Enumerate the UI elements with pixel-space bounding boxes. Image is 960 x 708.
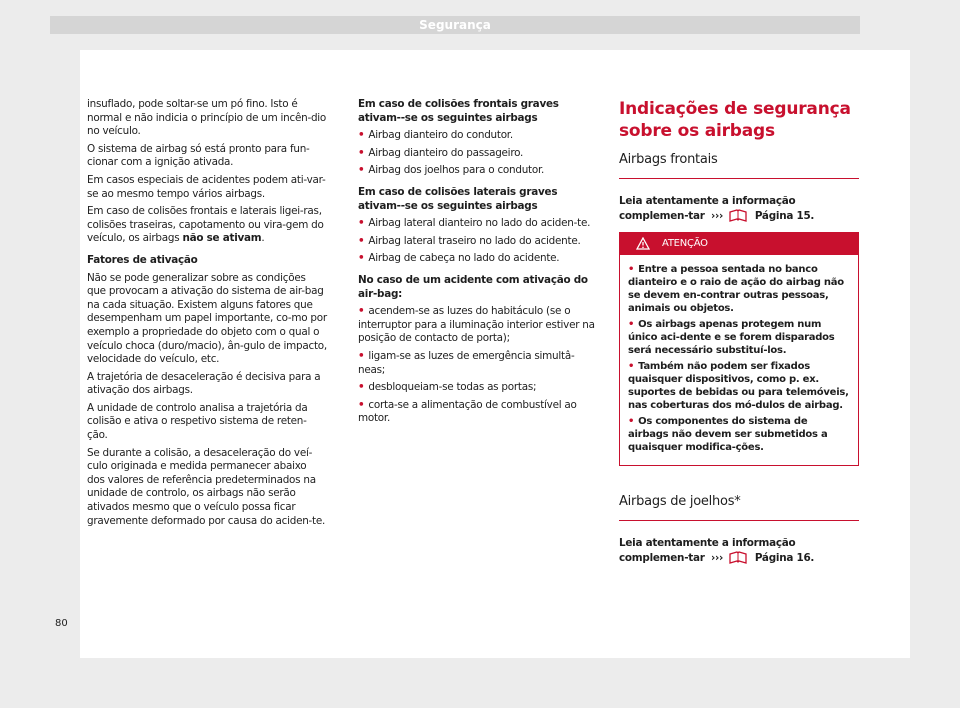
heading-lateral: Em caso de colisões laterais graves ativam--se os seguintes airbags — [358, 185, 558, 212]
paragraph: Não se pode generalizar sobre as condições que provocam a ativação do sistema de air-bag na cada situação. Existem alguns fatores que desempenham um papel importante, co-mo por exemplo a propriedade do objeto com o qual o veículo choca (duro/macio), ân-gulo de impacto, velocidade do veículo, etc. — [87, 271, 327, 366]
heading-fatores: Fatores de ativação — [87, 253, 198, 266]
bullet-icon: • — [358, 129, 365, 142]
warning-item: • Entre a pessoa sentada no banco dianteiro e o raio de ação do airbag não se devem en-contrar outras pessoas, animais ou objetos. — [628, 264, 844, 315]
warning-triangle-icon — [636, 237, 650, 250]
bullet-icon: • — [358, 398, 365, 411]
bullet-icon: • — [358, 234, 365, 247]
bullet-icon: • — [358, 146, 365, 159]
reference-text: Leia atentamente a informação complemen-tar — [619, 195, 796, 222]
paragraph: insuflado, pode soltar-se um pó fino. Isto é normal e não indicia o princípio de um incên-dio no veículo. — [87, 98, 327, 138]
paragraph: O sistema de airbag só está pronto para fun-cionar com a ignição ativada. — [87, 142, 310, 169]
header-title: Segurança — [419, 18, 491, 32]
warning-body — [620, 255, 858, 465]
bullet-icon: • — [358, 217, 365, 230]
paragraph: A unidade de controlo analisa a trajetória da colisão e ativa o respetivo sistema de reten-ção. — [87, 401, 308, 442]
list-item: • Airbag lateral traseiro no lado do acidente. — [358, 234, 581, 247]
reference-link[interactable]: Página 15. — [754, 209, 815, 222]
bullet-icon: • — [358, 164, 365, 177]
column-1 — [87, 98, 327, 532]
list-item: • ligam-se as luzes de emergência simultâ-neas; — [358, 349, 575, 376]
list-item: • Airbag dianteiro do condutor. — [358, 129, 513, 142]
manual-page — [50, 50, 910, 658]
list-item: • Airbag dianteiro do passageiro. — [358, 146, 524, 159]
subsection-title-frontais: Airbags frontais — [619, 152, 859, 179]
book-icon — [729, 551, 747, 569]
text: Em caso de colisões frontais e laterais ligei-ras, colisões traseiras, capotamento ou vira-gem do veículo, os airbags — [87, 205, 324, 245]
subsection-title-joelhos: Airbags de joelhos* — [619, 494, 859, 521]
heading-frontal: Em caso de colisões frontais graves ativam--se os seguintes airbags — [358, 98, 559, 124]
text: . — [261, 232, 265, 245]
column-2 — [358, 98, 598, 430]
warning-header — [620, 233, 858, 255]
paragraph: A trajetória de desaceleração é decisiva para a ativação dos airbags. — [87, 370, 321, 397]
paragraph — [87, 205, 327, 246]
section-title: Indicações de segurança sobre os airbags — [619, 99, 851, 141]
list-item: • acendem-se as luzes do habitáculo (se o interruptor para a iluminação interior estiver na posição de contacto de porta); — [358, 305, 595, 345]
paragraph: Em casos especiais de acidentes podem ati-var-se ao mesmo tempo vários airbags. — [87, 173, 326, 200]
list-item: • Airbag lateral dianteiro no lado do aciden-te. — [358, 217, 591, 230]
bullet-icon: • — [628, 264, 635, 276]
list-item: • Airbag dos joelhos para o condutor. — [358, 164, 545, 177]
book-icon — [729, 209, 747, 227]
reference-link[interactable]: Página 16. — [754, 551, 815, 564]
bullet-icon: • — [628, 319, 635, 331]
cross-reference — [619, 537, 859, 568]
page-number: 80 — [55, 618, 68, 629]
list-item: • corta-se a alimentação de combustível ao motor. — [358, 398, 577, 425]
paragraph: Se durante a colisão, a desaceleração do veí-culo originada e medida permanecer abaixo dos valores de referência predeterminados na unidade de controlo, os airbags não serão ativados mesmo que o veículo possa ficar gravemente deformado por causa do aciden-te. — [87, 446, 326, 527]
bullet-icon: • — [628, 416, 635, 428]
bullet-icon: • — [358, 381, 365, 394]
heading-acidente: No caso de um acidente com ativação do air-bag: — [358, 273, 588, 300]
page-gutter — [50, 50, 80, 658]
emphasis: não se ativam — [182, 232, 262, 245]
warning-box — [619, 232, 859, 466]
reference-arrow: ››› — [710, 209, 724, 222]
warning-label: ATENÇÃO — [662, 238, 708, 250]
list-item: • desbloqueiam-se todas as portas; — [358, 381, 537, 394]
reference-arrow: ››› — [710, 551, 724, 564]
bullet-icon: • — [358, 252, 365, 265]
cross-reference — [619, 195, 859, 226]
column-3 — [619, 98, 859, 572]
warning-item: • Os airbags apenas protegem num único aci-dente e se forem disparados será necessário substituí-los. — [628, 319, 835, 357]
bullet-icon: • — [358, 349, 365, 362]
bullet-icon: • — [628, 361, 635, 373]
list-item: • Airbag de cabeça no lado do acidente. — [358, 252, 560, 265]
bullet-icon: • — [358, 305, 365, 318]
warning-item: • Também não podem ser fixados quaisquer dispositivos, como p. ex. suportes de bebidas ou para telemóveis, nas coberturas dos mó-dulos de airbag. — [628, 361, 849, 412]
page-header — [50, 16, 860, 34]
warning-item: • Os componentes do sistema de airbags não devem ser submetidos a quaisquer modifica-ções. — [628, 416, 828, 454]
reference-text: Leia atentamente a informação complemen-tar — [619, 537, 796, 564]
